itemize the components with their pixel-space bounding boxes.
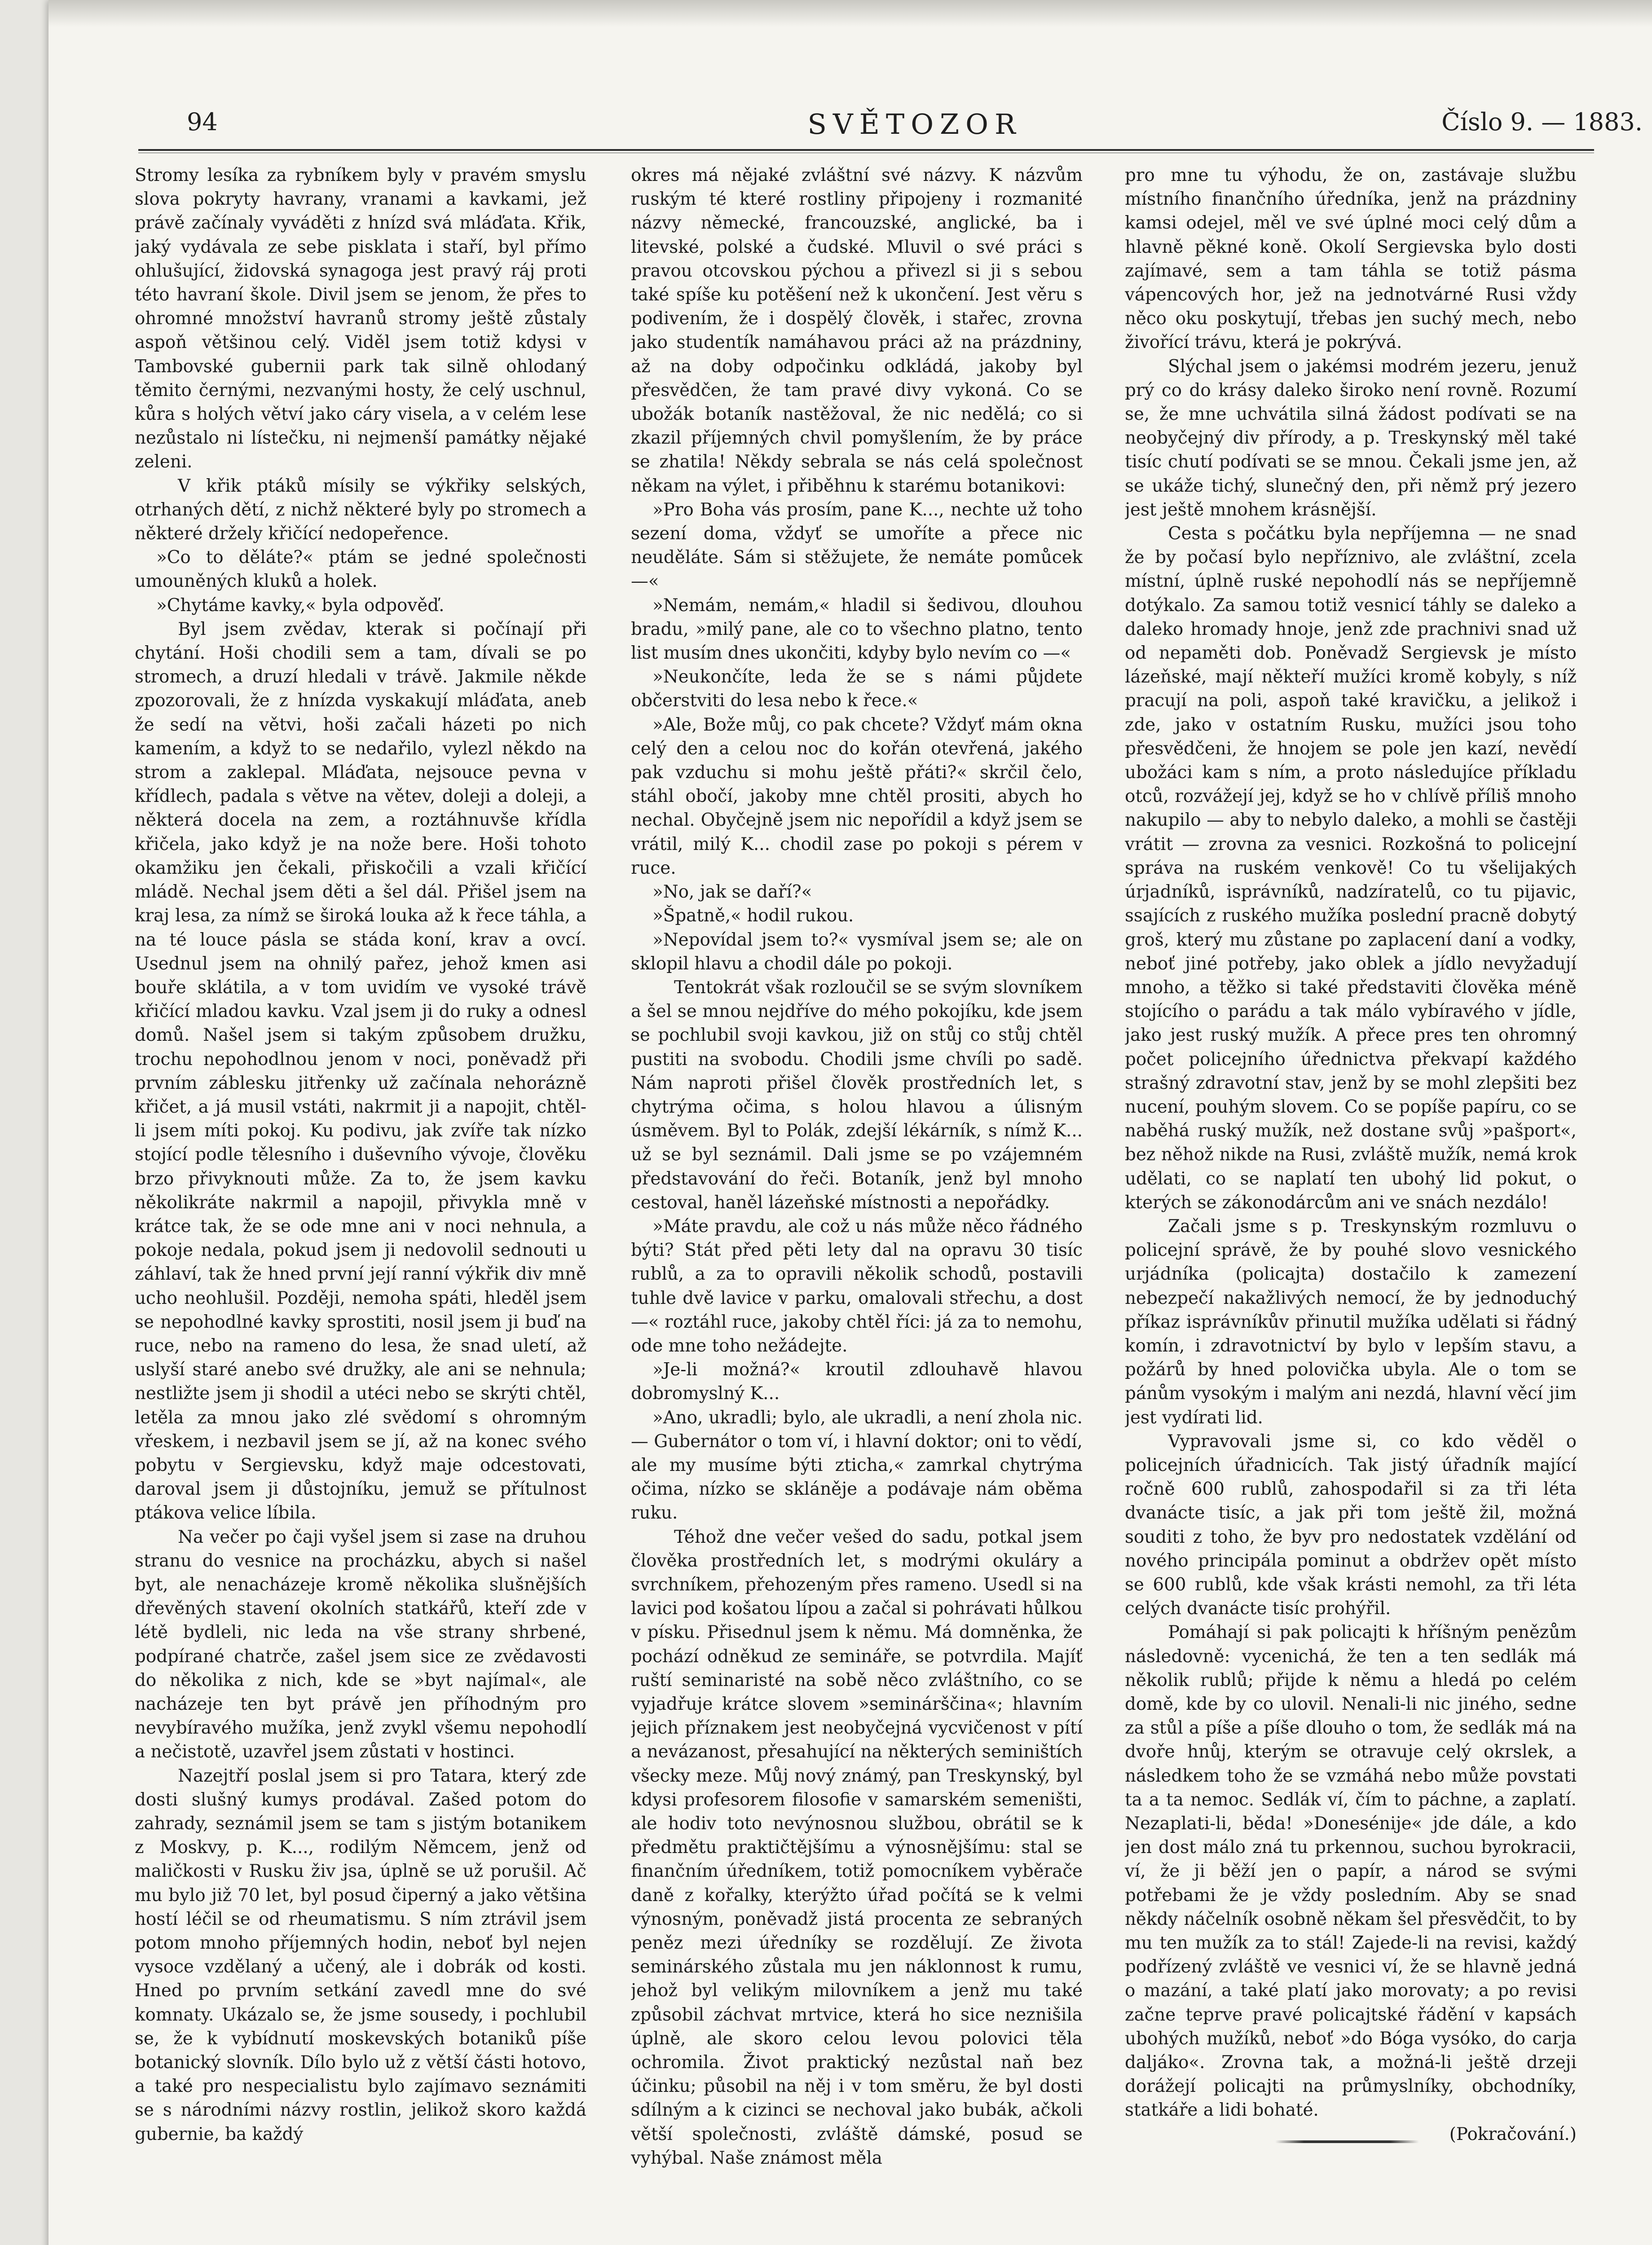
text-column-1: [135, 163, 586, 2170]
issue-number: Číslo 9. — 1883.: [1441, 108, 1643, 136]
paragraph: Stromy lesíka za rybníkem byly v pravém smyslu slova pokryty havrany, vranami a kavkami, jež právě začínaly vyváděti z hnízd svá mláďata. Křik, jaký vydávala ze sebe pisklata i staří, byl přímo ohlušující, židovská synagoga jest pravý ráj proti této havraní škole. Divil jsem se jenom, že přes to ohromné množství havranů stromy ještě zůstaly aspoň většinou celý. Viděl jsem totiž kdysi v Tambovské gubernii park tak silně ohlodaný těmito černými, nezvanými hosty, že celý uschnul, kůra s holých větví jako cáry visela, a v celém lese nezůstalo ni lístečku, ni nejmenší památky nějaké zeleni.: [135, 165, 586, 472]
paragraph: Cesta s počátku byla nepříjemna — ne snad že by počasí bylo nepříznivo, ale zvláštní, zcela místní, úplně ruské nepohodlí nás se nepříjemně dotýkalo. Za samou totiž vesnicí táhly se daleko a daleko hromady hnoje, jenž zde prachnivi snad už od nepaměti dob. Poněvadž Sergievsk je místo lázeňské, mají někteří mužíci kromě kobyly, s níž pracují na poli, aspoň také kravičku, a jelikož i zde, jako v ostatním Rusku, mužíci jsou toho přesvědčeni, že hnojem se pole jen kazí, nevědí ubožáci kam s ním, a proto následujíce příkladu otců, rozvážejí jej, když se ho v chlívě příliš mnoho nakupilo — aby to nebylo daleko, a mohli se častěji vrátit — zrovna za vesnici. Rozkošná to policejní správa na ruském venkově! Co tu všelijakých úrjadníků, isprávníků, nadzíratelů, co tu pijavic, ssajících z ruského mužíka poslední pracně dobytý groš, který mu zůstane po zaplacení daní a vodky, neboť jiné potřeby, jako oblek a jídlo nevyžadují mnoho, a těžko si také představiti člověka méně stojícího o parádu a tak málo vybíravého v jídle, jako jest ruský mužík. A přece pres ten ohromný počet policejního úřednictva překvapí každého strašný zdravotní stav, jenž by se mohl zlepšiti bez nucení, pouhým slovem. Co se popíše papíru, co se naběhá ruský mužík, než dostane svůj »pašport«, bez něhož nikde na Rusi, zvláště mužík, nemá krok udělati, co se naplatí ten ubohý lid pokut, o kterých se zákonodárcům ani ve snách nezdálo!: [1125, 524, 1577, 1213]
paragraph: Pomáhají si pak policajti k hříšným penězům následovně: vycenichá, že ten a ten sedlák má několik rublů; přijde k němu a hledá po celém domě, kde by co ulovil. Nenali-li nic jiného, sedne za stůl a píše a píše dlouho o tom, že sedlák má na dvoře hnůj, kterým se otravuje celý okrslek, a následkem toho že se vzmáhá nebo může povstati ta a ta nemoc. Sedlák ví, čím to páchne, a zaplatí. Nezaplati-li, běda! »Donesénije« jde dále, a kdo jen dost málo zná tu prkennou, suchou byrokracii, ví, že ji běží jen o papír, a národ se svými potřebami že je vždy posledním. Aby se snad někdy náčelník osobně někam šel přesvědčit, to by mu ten mužík za to stál! Zajede-li na revisi, každý podřízený zvláště ve vesnici ví, že se hlavně jedná o mazání, a také platí jako morovaty; a po revisi začne teprve pravé policajtské řádění v kapsách ubohých mužíků, neboť »do Bóga vysóko, do carja daljáko«. Zrovna tak, a možná-li ještě drzeji dorážejí policajti na průmyslníky, obchodníky, statkáře a lidi bohaté.: [1125, 1622, 1577, 2121]
paragraph: »Ano, ukradli; bylo, ale ukradli, a není zhola nic. — Gubernátor o tom ví, i hlavní doktor; oni to vědí, ale my musíme býti zticha,« zamrkal chytrýma očima, nízko se skláněje a podávaje nám oběma ruku.: [631, 1407, 1083, 1523]
paragraph: »Máte pravdu, ale což u nás může něco řádného býti? Stát před pěti lety dal na opravu 30 tisíc rublů, a za to opravili několik schodů, postavili tuhle dvě lavice v parku, omalovali střechu, a dost —« roztáhl ruce, jakoby chtěl říci: já za to nemohu, ode mne toho nežádejte.: [631, 1216, 1083, 1356]
paragraph: Slýchal jsem o jakémsi modrém jezeru, jenuž prý co do krásy daleko široko není rovně. Rozumí se, že mne uchvátila silná žádost podívati se na neobyčejný div přírody, a p. Treskynský měl také tisíc chutí podívati se se mnou. Čekali jsme jen, až se ukáže tichý, slunečný den, při němž prý jezero jest ještě mnohem krásnější.: [1125, 356, 1577, 520]
top-edge-shadow: [48, 0, 1652, 27]
page-number: 94: [187, 108, 218, 136]
masthead-title: SVĚTOZOR: [807, 108, 1022, 141]
paragraph: Nazejtří poslal jsem si pro Tatara, který zde dosti slušný kumys prodával. Zašed potom do zahrady, seznámil jsem se tam s jistým botanikem z Moskvy, p. K..., rodilým Němcem, jenž od maličkosti v Rusku živ jsa, úplně se už porušil. Ač mu bylo již 70 let, byl posud čiperný a jako většina hostí léčil se od rheumatismu. S ním ztrávil jsem potom mnoho příjemných hodin, neboť byl nejen vysoce vzdělaný a učený, ale i dobrák od kosti. Hned po prvním setkání zavedl mne do své komnaty. Ukázalo se, že jsme sousedy, i pochlubil se, že k vybídnutí moskevských botaniků píše botanický slovník. Dílo bylo už z větší části hotovo, a také pro nespecialistu bylo zajímavo seznámiti se s národními názvy rostlin, jelikož skoro každá gubernie, ba každý: [135, 1765, 586, 2144]
paragraph: Téhož dne večer vešed do sadu, potkal jsem člověka prostředních let, s modrými okuláry a svrchníkem, přehozeným přes rameno. Usedl si na lavici pod košatou lípou a začal si pohrávati hůlkou v písku. Přisednul jsem k němu. Má domněnka, že pochází odněkud ze semináře, se potvrdila. Majíť ruští seminaristé na sobě něco zvláštního, co se vyjadřuje krátce slovem »seminárščina«; hlavním jejich příznakem jest neobyčejná vycvičenost v pítí a nevázanost, přesahující na některých seminištích všecky meze. Můj nový známý, pan Treskynský, byl kdysi profesorem filosofie v samarském semeništi, ale hodiv toto nevýnosnou službou, obrátil se k předmětu praktičtějšímu a výnosnějšímu: stal se finančním úředníkem, totiž pomocníkem vyběrače daně z kořalky, kterýžto úřad počítá se k velmi výnosným, poněvadž jistá procenta ze sebraných peněz mezi úředníky se rozdělují. Ze života seminárského zůstala mu jen náklonnost k rumu, jehož byl velikým milovníkem a jenž mu také způsobil záchvat mrtvice, která ho sice neznišila úplně, ale skoro celou levou polovici těla ochromila. Život praktický nezůstal naň bez účinku; působil na něj i v tom směru, že byl dosti sdílným a k cizinci se nechoval jako bubák, ačkoli větší společnosti, zvláště dámské, posud se vyhýbal. Naše známost měla: [631, 1527, 1083, 2168]
paragraph: »Neukončíte, leda že se s námi půjdete občerstviti do lesa nebo k řece.«: [631, 667, 1083, 711]
text-column-3: [1125, 163, 1577, 2170]
paragraph: V křik ptáků mísily se výkřiky selských, otrhaných dětí, z nichž některé byly po stromech a některé držely křičící nedopeřence.: [135, 475, 586, 544]
paragraph: »Nepovídal jsem to?« vysmíval jsem se; ale on sklopil hlavu a chodil dále po pokoji.: [631, 929, 1083, 974]
continued-note: (Pokračování.): [1449, 2124, 1577, 2144]
paragraph: »Co to děláte?« ptám se jedné společnosti umouněných kluků a holek.: [135, 547, 586, 592]
paragraph: »Špatně,« hodil rukou.: [652, 906, 854, 926]
paragraph: okres má nějaké zvláštní své názvy. K názvům ruským té které rostliny připojeny i rozmanité názvy německé, francouzské, anglické, ba i litevské, polské a čudské. Mluvil o své práci s pravou otcovskou pýchou a přivezl si ji s sebou také spíše ku potěšení než k ukončení. Jest věru s podivením, že i dospělý člověk, i stařec, zrovna jako studentík namáhavou práci až na prázdniny, až na doby odpočinku odkládá, jakoby byl přesvědčen, že tam pravé divy vykoná. Co se ubožák botaník nastěžoval, že nic nedělá; co si zkazil příjemných chvil pomyšlením, že by práce se zhatila! Někdy sebrala se nás celá společnost někam na výlet, i přiběhnu k starému botanikovi:: [631, 165, 1083, 496]
page-header: [187, 108, 1643, 144]
paragraph: »Nemám, nemám,« hladil si šedivou, dlouhou bradu, »milý pane, ale co to všechno platno, tento list musím dnes ukončiti, kdyby bylo nevím co —«: [631, 595, 1083, 664]
paragraph: »Pro Boha vás prosím, pane K..., nechte už toho sezení doma, vždyť se umoříte a přece nic neuděláte. Sám si stěžujete, že nemáte pomůcek —«: [631, 499, 1083, 592]
paragraph: »Je-li možná?« kroutil zdlouhavě hlavou dobromyslný K...: [631, 1360, 1083, 1404]
paragraph: Vypravovali jsme si, co kdo věděl o policejních úřadnicích. Tak jistý úřadník mající ročně 600 rublů, zahospodařil si za tři léta dvanácte tisíc, a jak při tom ještě žil, možná souditi z toho, že byv pro nedostatek vzdělání od nového principála pominut a obdržev opět místo se 600 rublů, kde však krásti nemohl, za tři léta celých dvanácte tisíc prohýřil.: [1125, 1431, 1577, 1619]
paragraph: pro mne tu výhodu, že on, zastávaje službu místního finančního úředníka, jenž na prázdniny kamsi odejel, měl ve své úplné moci celý dům a hlavně pěkné koně. Okolí Sergievska bylo dosti zajímavé, sem a tam táhla se totiž pásma vápencových hor, jež na jednotvárné Rusi vždy něco oku poskytují, třebas jen suchý mech, nebo živořící trávu, která je pokrývá.: [1125, 165, 1577, 353]
paragraph: »Ale, Bože můj, co pak chcete? Vždyť mám okna celý den a celou noc do kořán otevřená, jakého pak vzduchu si mohu ještě přáti?« skrčil čelo, stáhl obočí, jakoby mne chtěl prositi, abych ho nechal. Obyčejně jsem nic nepořídil a když jsem se vrátil, milý K... chodil zase po pokoji s pérem v ruce.: [631, 714, 1083, 878]
paragraph: Byl jsem zvědav, kterak si počínají při chytání. Hoši chodili sem a tam, dívali se po stromech, a druzí hledali v trávě. Jakmile někde zpozorovali, že z hnízda vyskakují mláďata, aneb že sedí na větvi, hoši začali házeti po nich kamením, a když to se nedařilo, vylezl někdo na strom a zaklepal. Mláďata, nejsouce pevna v křídlech, padala s větve na větev, doleji a doleji, a některá docela na zem, a roztáhnuvše křídla křičela, jako když je na nože bere. Hoši tohoto okamžiku jen čekali, přiskočili a vzali křičící mládě. Nechal jsem děti a šel dál. Přišel jsem na kraj lesa, za nímž se široká louka až k řece táhla, a na té louce pásla se stáda koní, krav a ovcí. Usednul jsem na ohnilý pařez, jehož kmen asi bouře sklátila, a v tom uvidím ve vysoké trávě křičící mladou kavku. Vzal jsem ji do ruky a odnesl domů. Našel jsem si takým způsobem družku, trochu nepohodlnou jenom v noci, poněvadž při prvním záblesku jitřenky už začínala nehorázně křičet, a já musil vstáti, nakrmit ji a napojit, chtěl-li jsem míti pokoj. Ku podivu, jak zvíře tak nízko stojící podle tělesního i duševního vývoje, člověku brzo přivyknouti může. Za to, že jsem kavku několikráte nakrmil a napojil, přivykla mně v krátce tak, že se ode mne ani v noci nehnula, a pokoje nedala, pokud jsem ji nedovolil sednouti u záhlaví, tak že hned první její ranní výkřik div mně ucho neohlušil. Později, nemoha spáti, hleděl jsem se nepohodlné kavky sprostiti, nosil jsem ji buď na ruce, nebo na rameno do lesa, že snad uletí, až uslyší staré anebo své družky, ale ani se nehnula; nestližte jsem ji shodil a utéci nebo se skrýti chtěl, letěla za mnou jako zlé svědomí s ohromným vřeskem, i nezbavil jsem se jí, až na konec svého pobytu v Sergievsku, když maje odcestovati, daroval jsem ji důstojníku, jemuž se přítulnost ptákova velice líbila.: [135, 619, 586, 1523]
paragraph: »No, jak se daří?«: [652, 882, 812, 902]
paragraph: »Chytáme kavky,« byla odpověď.: [156, 595, 445, 616]
paragraph: Začali jsme s p. Treskynským rozmluvu o policejní správě, že by pouhé slovo vesnického urjádníka (policajta) dostačilo k zamezení nebezpečí nakažlivých nemocí, že by jednoduchý příkaz isprávníkův přinutil mužíka udělati si řádný komín, i zdravotnictví by bylo v lepším stavu, a požárů by hned polovička ubyla. Ale o tom se pánům vysokým i malým ani nezdá, hlavní věcí jim jest vydírati lid.: [1125, 1216, 1577, 1428]
end-ornament-rule: [1275, 2140, 1419, 2143]
paragraph: Na večer po čaji vyšel jsem si zase na druhou stranu do vesnice na procházku, abych si našel byt, ale nenacházeje kromě několika slušnějších dřevěných stavení okolních statkářů, kteří zde v létě bydleli, nic leda na vše strany shrbené, podpírané chatrče, zašel jsem sice ze zvědavosti do několika z nich, kde se »byt najímal«, ale nacházeje ten byt právě jen příhodným pro nevybíravého mužíka, jenž zvykl všemu nepohodlí a nečistotě, uzavřel jsem zůstati v hostinci.: [135, 1527, 586, 1762]
text-column-2: [631, 163, 1083, 2170]
header-rule: [138, 149, 1594, 151]
paragraph: Tentokrát však rozloučil se se svým slovníkem a šel se mnou nejdříve do mého pokojíku, kde jsem se pochlubil svoji kavkou, již on stůj co stůj chtěl pustiti na svobodu. Chodili jsme chvíli po sadě. Nám naproti přišel člověk prostředních let, s chytrýma očima, s holou hlavou a úlisným úsměvem. Byl to Polák, zdejší lékárník, s nímž K... už se byl seznámil. Dali jsme se po vzájemném představování do řeči. Botaník, jenž byl mnoho cestoval, haněl lázeňské místnosti a nepořádky.: [631, 977, 1083, 1213]
